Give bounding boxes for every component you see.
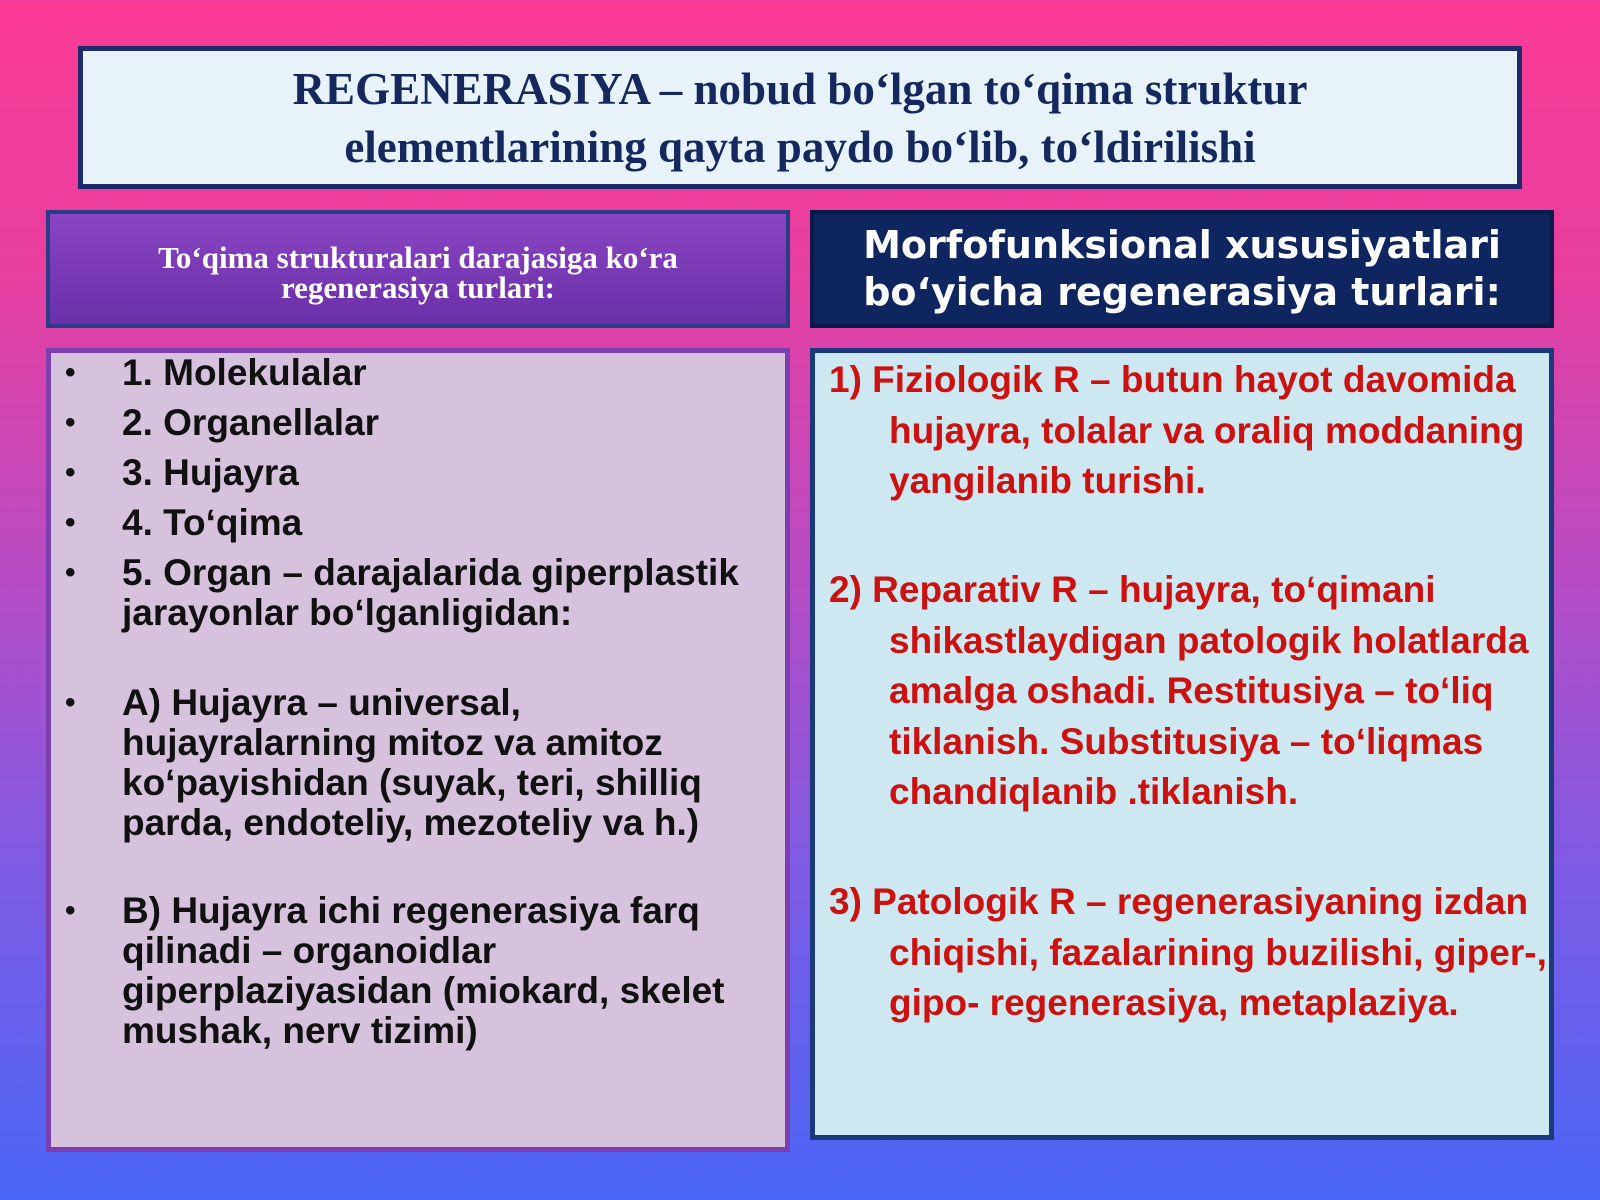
regeneration-type-reparative: 2) Reparativ R – hujayra, to‘qimani shikastlaydigan patologik holatlarda amalga oshadi. Restitusiya – to‘liq tiklanish. Substitusiya – to‘liqmas chandiqlanib .tiklanish.	[829, 569, 1529, 813]
list-item	[65, 682, 782, 843]
left-header-line-2: regenerasiya turlari:	[280, 270, 556, 305]
bullet-icon: •	[65, 556, 76, 589]
list-item	[65, 890, 782, 1051]
bullet-icon: •	[65, 894, 76, 927]
list-item	[65, 402, 782, 443]
bullet-icon: •	[65, 456, 76, 489]
regeneration-types-panel	[810, 348, 1554, 1140]
structural-levels-panel	[46, 348, 790, 1152]
right-column-header	[810, 210, 1554, 328]
list-item	[65, 552, 782, 633]
list-item-text: 1. Molekulalar	[122, 352, 367, 393]
list-item	[65, 502, 782, 543]
list-item-text: 2. Organellalar	[122, 402, 380, 443]
right-header-line-2: bo‘yicha regenerasiya turlari:	[863, 270, 1501, 314]
regeneration-type-physiological: 1) Fiziologik R – butun hayot davomida hujayra, tolalar va oraliq moddaning yangilanib turishi.	[829, 359, 1525, 502]
regeneration-type-pathological: 3) Patologik R – regenerasiyaning izdan chiqishi, fazalarining buzilishi, giper-, gipo- regenerasiya, metaplaziya.	[829, 881, 1547, 1024]
left-column-header	[46, 210, 790, 328]
bullet-icon: •	[65, 686, 76, 719]
list-item-text: 4. To‘qima	[122, 502, 303, 543]
list-item	[65, 352, 782, 393]
list-item	[65, 452, 782, 493]
left-header-line-1: To‘qima strukturalari darajasiga ko‘ra	[158, 240, 678, 275]
list-item-text: A) Hujayra – universal, hujayralarning mitoz va amitoz ko‘payishidan (suyak, teri, shilliq parda, endoteliy, mezoteliy va h.)	[122, 682, 702, 843]
bullet-icon: •	[65, 406, 76, 439]
list-item-text: 3. Hujayra	[122, 452, 299, 493]
title-line-1: REGENERASIYA – nobud bo‘lgan to‘qima struktur	[292, 63, 1308, 114]
list-item-text: B) Hujayra ichi regenerasiya farq qilinadi – organoidlar giperplaziyasidan (miokard, skelet mushak, nerv tizimi)	[122, 890, 725, 1051]
bullet-icon: •	[65, 506, 76, 539]
list-item-text: 5. Organ – darajalarida giperplastik jarayonlar bo‘lganligidan:	[122, 552, 739, 633]
title-line-2: elementlarining qayta paydo bo‘lib, to‘ldirilishi	[344, 121, 1256, 172]
bullet-icon: •	[65, 356, 76, 389]
right-header-line-1: Morfofunksional xususiyatlari	[863, 223, 1501, 267]
title-box	[78, 46, 1522, 189]
